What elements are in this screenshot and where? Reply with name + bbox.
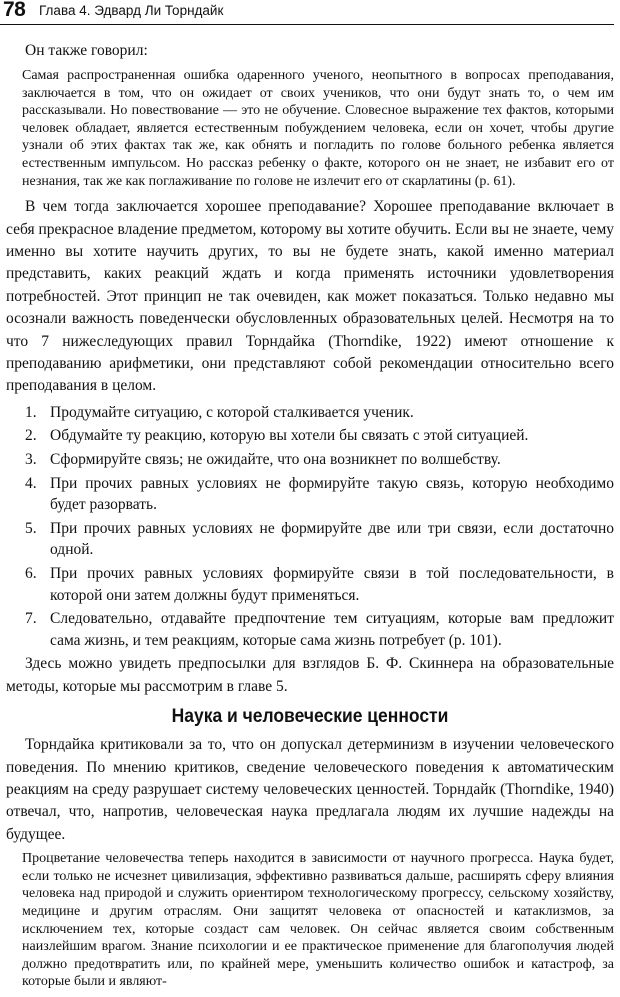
page-number: 78 <box>3 0 26 21</box>
list-item <box>6 563 614 606</box>
list-item <box>6 518 614 561</box>
list-number: 5. <box>25 519 37 537</box>
running-head: Глава 4. Эдвард Ли Торндайк <box>39 3 224 18</box>
list-text: Обдумайте ту реакцию, которую вы хотели бы связать с этой ситуацией. <box>50 427 529 445</box>
list-text: Следовательно, отдавайте предпочтение тем ситуациям, которые вам предложит сама жизнь, и тем реакциям, которые сама жизнь потребует (p. 101). <box>50 610 614 649</box>
list-item <box>6 473 614 516</box>
list-number: 1. <box>25 403 37 421</box>
list-number: 6. <box>25 564 37 582</box>
section-heading: Наука и человеческие ценности <box>171 706 449 728</box>
paragraph-determinism: Торндайка критиковали за то, что он допускал детерминизм в изучении человеческого поведения. По мнению критиков, сведение человеческого поведения к автоматическим реакциям на среду разрушает систему человеческих ценностей. Торндайк (Thorndike, 1940) отвечал, что, напротив, человеческая наука предлагала людям их лучшие надежды на будущее. <box>6 736 614 843</box>
list-item <box>6 608 614 651</box>
list-text: Продумайте ситуацию, с которой сталкивается ученик. <box>50 403 414 421</box>
thorndike-rules-list <box>6 402 614 652</box>
list-item <box>6 402 614 424</box>
list-text: При прочих равных условиях формируйте связи в той последовательности, в которой они затем должны будут применяться. <box>50 564 614 604</box>
list-item <box>6 425 614 447</box>
block-quote-teaching: Самая распространенная ошибка одаренного ученого, неопытного в вопросах преподавания, заключается в том, что он ожидает от своих учеников, что они будут знать то, о чем им рассказывали. Но повествование — это не обучение. Словесное выражение тех фактов, которыми человек обладает, является естественным побуждением человека, если он хочет, чтобы другие узнали об этих фактах так же, как обнять и погладить по голове больного ребенка является естественным импульсом. Но рассказ ребенку о факте, которого он не знает, не избавит его от незнания, так же как поглаживание по голове не излечит его от скарлатины (p. 61). <box>22 68 614 189</box>
paragraph-good-teaching: В чем тогда заключается хорошее преподавание? Хорошее преподавание включает в себя прекрасное владение предметом, которому вы хотите обучить. Если вы не знаете, чему именно вы хотите научить других, то вы не будете знать, какой именно материал представить, каких реакций ждать и когда применять источники удовлетворения потребностей. Этот принцип не так очевиден, как может показаться. Только недавно мы осознали важность поведенчески обусловленных образовательных целей. Несмотря на то что 7 нижеследующих правил Торндайка (Thorndike, 1922) имеют отношение к преподаванию арифметики, они представляют собой рекомендации относительно всего преподавания в целом. <box>6 198 614 395</box>
page-body <box>6 40 614 997</box>
list-number: 2. <box>25 427 37 445</box>
list-number: 3. <box>25 451 37 468</box>
list-text: Сформируйте связь; не ожидайте, что она возникнет по волшебству. <box>50 451 501 468</box>
intro-text: Он также говорил: <box>25 42 148 59</box>
list-item <box>6 449 614 471</box>
list-text: При прочих равных условиях не формируйте такую связь, которую необходимо будет разорвать. <box>50 474 614 514</box>
block-quote-science: Процветание человечества теперь находится в зависимости от научного прогресса. Наука будет, если только не исчезнет цивилизация, эффективно развиваться дальше, расширять сферу влияния человека над природой и служить ориентиром технологическому прогрессу, сельскому хозяйству, медицине и другим отраслям. Они защитят человека от опасностей и катаклизмов, за исключением тех, которые создаст сам человек. Он сейчас является своим собственным наизлейшим врагом. Знание психологии и ее практическое применение для благополучия людей должно предотвратить или, по крайней мере, уменьшить количество ошибок и катастроф, за которые были и являют- <box>22 851 614 990</box>
page-header <box>0 0 614 25</box>
list-text: При прочих равных условиях не формируйте две или три связи, если достаточно одной. <box>50 519 614 559</box>
paragraph-skinner: Здесь можно увидеть предпосылки для взглядов Б. Ф. Скиннера на образовательные методы, которые мы рассмотрим в главе 5. <box>6 655 614 695</box>
list-number: 7. <box>25 610 37 628</box>
list-number: 4. <box>25 474 37 492</box>
